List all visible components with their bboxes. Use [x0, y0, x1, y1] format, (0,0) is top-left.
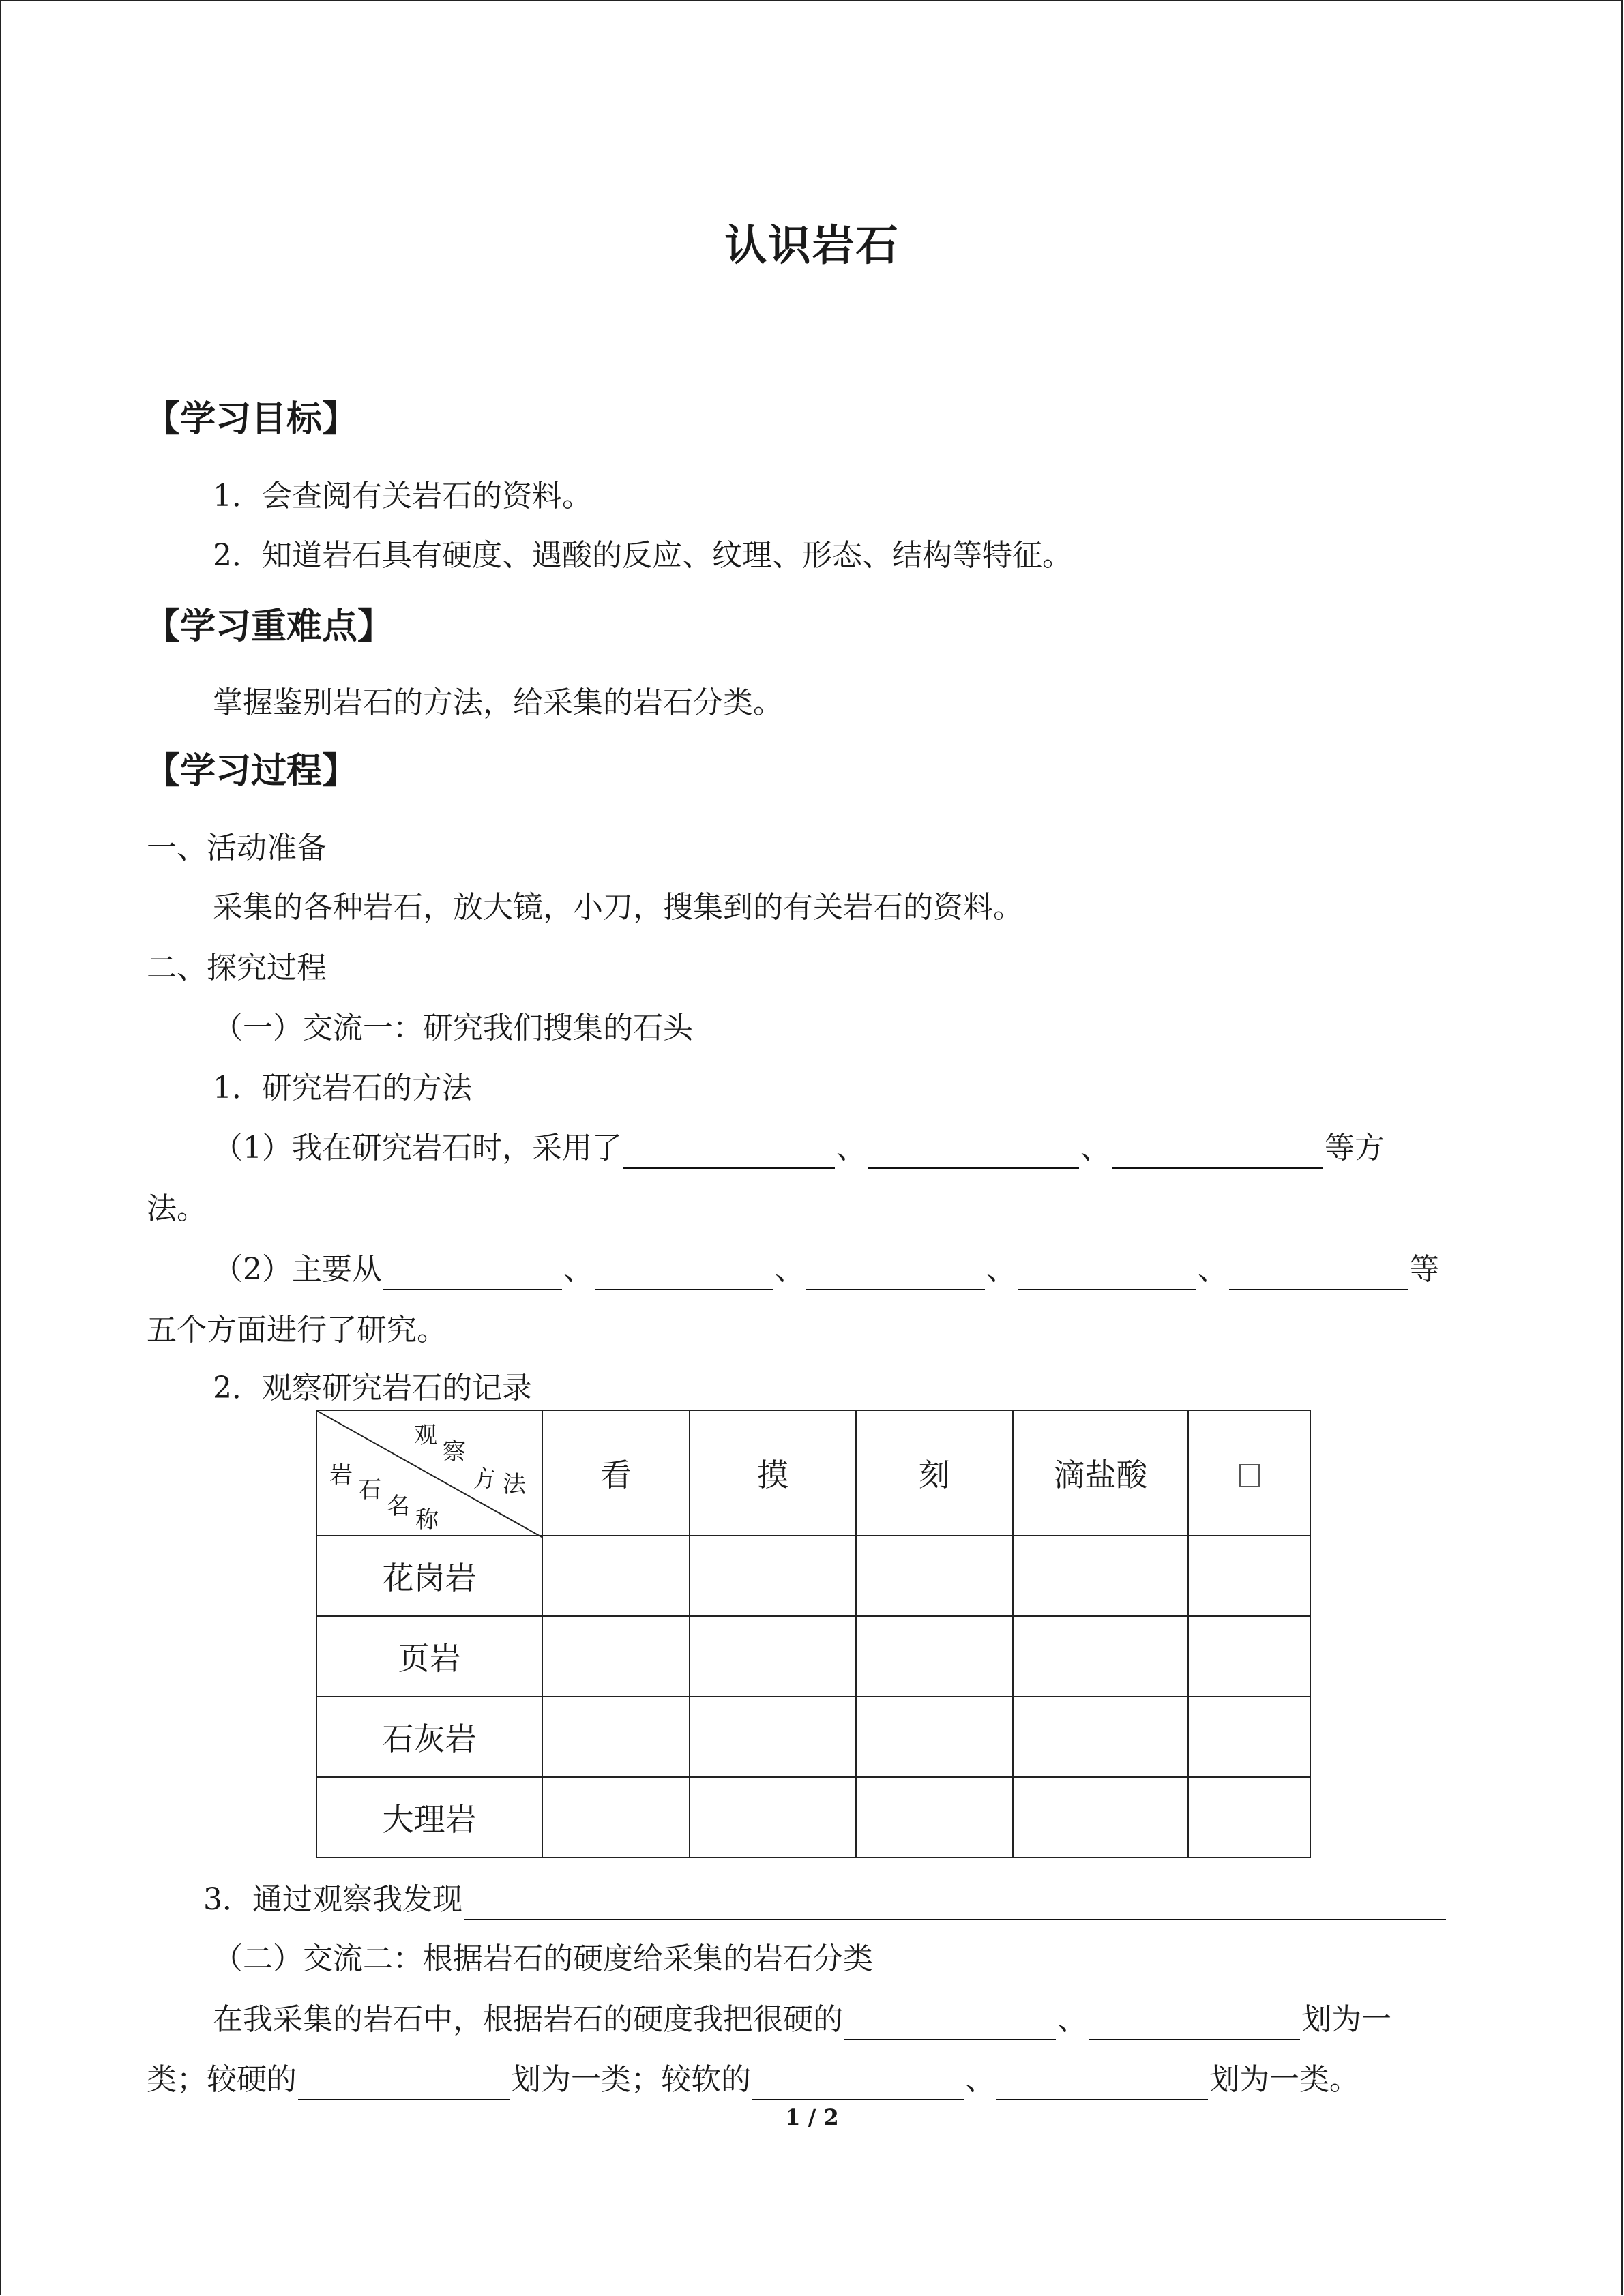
question-1-line [213, 1128, 1385, 1169]
answer-blank[interactable] [844, 2005, 1056, 2040]
answer-blank[interactable] [806, 1255, 985, 1290]
empty-cell[interactable] [542, 1616, 690, 1697]
q2-text: （2）主要从 [213, 1252, 382, 1287]
q2-tail: 等 [1409, 1252, 1439, 1287]
diag-label-top: 察 [443, 1438, 466, 1465]
empty-cell[interactable] [690, 1777, 856, 1858]
part1-text: 采集的各种岩石，放大镜，小刀，搜集到的有关岩石的资料。 [213, 890, 1023, 925]
ex1-title: （一）交流一：研究我们搜集的石头 [213, 1011, 693, 1045]
q1-text: （1）我在研究岩石时，采用了 [213, 1131, 622, 1165]
empty-cell[interactable] [1013, 1697, 1188, 1777]
rock-name-cell: 大理岩 [316, 1777, 542, 1858]
ex2-text: 类；较硬的 [147, 2062, 297, 2097]
diag-label-bottom: 名 [387, 1493, 410, 1520]
empty-cell[interactable] [1188, 1697, 1310, 1777]
key-heading: 【学习重难点】 [145, 606, 394, 647]
empty-cell[interactable] [856, 1536, 1013, 1616]
empty-cell[interactable] [856, 1697, 1013, 1777]
separator: 、 [1057, 2002, 1087, 2037]
empty-cell[interactable] [542, 1536, 690, 1616]
ex2-text: 划为一 [1301, 2002, 1391, 2037]
separator: 、 [563, 1252, 593, 1287]
record-title: 2．观察研究岩石的记录 [213, 1371, 532, 1405]
ex2-title: （二）交流二：根据岩石的硬度给采集的岩石分类 [213, 1941, 873, 1976]
answer-blank[interactable] [1018, 1255, 1196, 1290]
part2-title: 二、探究过程 [147, 951, 327, 985]
empty-cell[interactable] [690, 1697, 856, 1777]
separator: 、 [775, 1252, 805, 1287]
answer-blank[interactable] [298, 2065, 510, 2100]
key-text: 掌握鉴别岩石的方法，给采集的岩石分类。 [213, 685, 783, 720]
rock-name-cell: 花岗岩 [316, 1536, 542, 1616]
goals-heading: 【学习目标】 [145, 399, 358, 440]
process-heading: 【学习过程】 [145, 751, 358, 792]
empty-cell[interactable] [856, 1777, 1013, 1858]
column-header: 看 [542, 1410, 690, 1536]
column-header-empty [1188, 1410, 1310, 1536]
separator: 、 [1198, 1252, 1228, 1287]
ex2-line-2 [147, 2059, 1359, 2100]
diag-label-bottom: 称 [415, 1506, 439, 1534]
separator: 、 [986, 1252, 1016, 1287]
rock-name-cell: 石灰岩 [316, 1697, 542, 1777]
table-header-row [316, 1410, 1310, 1536]
diag-label-bottom: 岩 [329, 1461, 353, 1489]
q1-continuation: 法。 [147, 1191, 207, 1226]
column-header: 滴盐酸 [1013, 1410, 1188, 1536]
observation-table [316, 1410, 1311, 1858]
empty-cell[interactable] [1188, 1536, 1310, 1616]
empty-cell[interactable] [690, 1536, 856, 1616]
page-title: 认识岩石 [724, 220, 900, 270]
column-header: 刻 [856, 1410, 1013, 1536]
diagonal-header-cell [316, 1410, 542, 1536]
separator: 、 [1080, 1131, 1110, 1165]
answer-blank[interactable] [464, 1885, 1446, 1920]
ex2-text: 在我采集的岩石中，根据岩石的硬度我把很硬的 [213, 2002, 843, 2037]
answer-blank[interactable] [996, 2065, 1208, 2100]
part1-title: 一、活动准备 [147, 831, 327, 865]
ex2-line-1 [213, 1999, 1391, 2040]
method-title: 1．研究岩石的方法 [213, 1071, 472, 1105]
table-row [316, 1616, 1310, 1697]
diag-label-top: 方 [473, 1465, 496, 1493]
goal-item-2: 2．知道岩石具有硬度、遇酸的反应、纹理、形态、结构等特征。 [213, 538, 1072, 573]
q2-continuation: 五个方面进行了研究。 [147, 1313, 447, 1347]
empty-cell[interactable] [856, 1616, 1013, 1697]
separator: 、 [965, 2062, 995, 2097]
diag-label-top: 观 [414, 1422, 437, 1449]
finding-line [203, 1879, 1447, 1920]
question-2-line [213, 1249, 1439, 1290]
empty-cell[interactable] [542, 1697, 690, 1777]
ex2-text: 划为一类；较软的 [511, 2062, 751, 2097]
placeholder-box-icon [1239, 1464, 1260, 1487]
answer-blank[interactable] [1089, 2005, 1300, 2040]
table-row [316, 1536, 1310, 1616]
diag-label-top: 法 [503, 1471, 526, 1498]
table-row [316, 1697, 1310, 1777]
answer-blank[interactable] [1112, 1133, 1323, 1169]
finding-text: 3．通过观察我发现 [203, 1882, 462, 1917]
answer-blank[interactable] [383, 1255, 562, 1290]
empty-cell[interactable] [1013, 1777, 1188, 1858]
empty-cell[interactable] [690, 1616, 856, 1697]
empty-cell[interactable] [1188, 1616, 1310, 1697]
answer-blank[interactable] [595, 1255, 773, 1290]
empty-cell[interactable] [1188, 1777, 1310, 1858]
empty-cell[interactable] [1013, 1536, 1188, 1616]
column-header: 摸 [690, 1410, 856, 1536]
diag-label-bottom: 石 [358, 1476, 381, 1504]
empty-cell[interactable] [542, 1777, 690, 1858]
table-row [316, 1777, 1310, 1858]
page-number: 1 / 2 [785, 2104, 839, 2130]
answer-blank[interactable] [752, 2065, 964, 2100]
q1-tail: 等方 [1325, 1131, 1385, 1165]
answer-blank[interactable] [623, 1133, 835, 1169]
answer-blank[interactable] [868, 1133, 1079, 1169]
answer-blank[interactable] [1229, 1255, 1408, 1290]
goal-item-1: 1．会查阅有关岩石的资料。 [213, 479, 592, 513]
separator: 、 [836, 1131, 866, 1165]
rock-name-cell: 页岩 [316, 1616, 542, 1697]
ex2-text: 划为一类。 [1209, 2062, 1359, 2097]
empty-cell[interactable] [1013, 1616, 1188, 1697]
